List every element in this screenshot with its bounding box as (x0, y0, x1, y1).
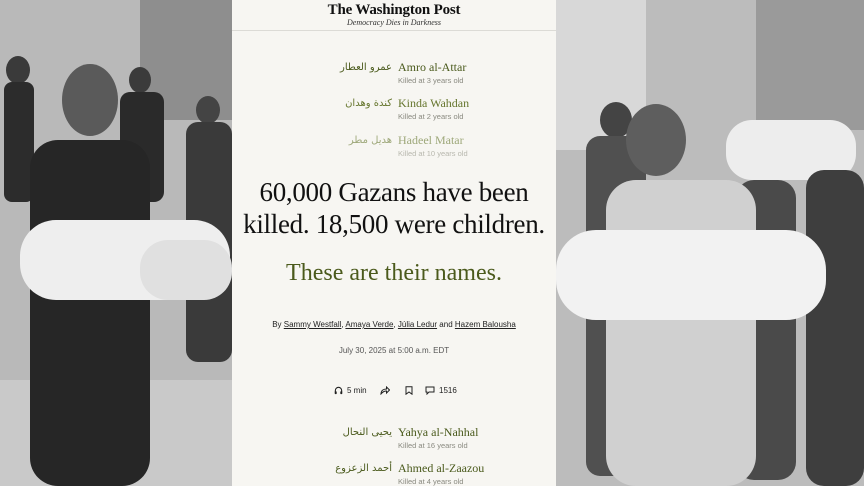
listen-button[interactable] (334, 386, 367, 395)
name-english: Hadeel Matar (398, 133, 464, 147)
name-arabic: أحمد الزعزوع (335, 463, 392, 474)
name-english: Kinda Wahdan (398, 96, 470, 110)
comments-count: 1516 (439, 386, 457, 395)
share-button[interactable] (380, 386, 390, 395)
share-icon (380, 386, 390, 395)
article-panel (232, 0, 556, 486)
author-link[interactable]: Júlia Ledur (397, 320, 438, 329)
listen-duration: 5 min (347, 386, 367, 395)
right-photo-illustration (556, 0, 864, 486)
list-item (232, 96, 556, 126)
headphones-icon (334, 386, 343, 395)
bookmark-icon (405, 386, 413, 395)
tagline: Democracy Dies in Darkness (347, 18, 441, 27)
byline-conjunction: and (439, 320, 453, 329)
author-link[interactable]: Amaya Verde (345, 320, 394, 329)
left-photo (0, 0, 232, 486)
list-item (232, 425, 556, 455)
list-item (232, 133, 556, 163)
comments-button[interactable] (425, 386, 457, 395)
name-age: Killed at 10 years old (398, 149, 468, 158)
save-button[interactable] (405, 386, 413, 395)
byline-separator: , (341, 320, 344, 329)
name-age: Killed at 2 years old (398, 112, 464, 121)
author-link[interactable]: Sammy Westfall (283, 320, 342, 329)
byline-separator: , (393, 320, 396, 329)
byline-prefix: By (272, 320, 282, 329)
name-english: Ahmed al-Zaazou (398, 461, 485, 475)
name-arabic: عمرو العطار (339, 62, 392, 73)
article-toolbar (232, 386, 556, 400)
list-item (232, 60, 556, 90)
name-age: Killed at 16 years old (398, 441, 468, 450)
left-photo-illustration (0, 0, 232, 486)
page-title (232, 176, 556, 240)
list-item (232, 461, 556, 486)
name-arabic: كندة وهدان (345, 98, 392, 109)
name-arabic: يحيى النحال (342, 427, 392, 438)
washington-post-logo[interactable]: The Washington Post (327, 2, 461, 18)
publish-date: July 30, 2025 at 5:00 a.m. EDT (338, 346, 450, 355)
name-age: Killed at 3 years old (398, 76, 464, 85)
masthead (232, 0, 556, 27)
name-english: Yahya al-Nahhal (398, 425, 479, 439)
name-english: Amro al-Attar (398, 60, 467, 74)
author-link[interactable]: Hazem Balousha (454, 320, 516, 329)
headline-line-1: 60,000 Gazans have been (259, 177, 529, 207)
headline-line-2: killed. 18,500 were children. (243, 209, 545, 239)
comment-icon (425, 386, 435, 395)
right-photo (556, 0, 864, 486)
subheadline: These are their names. (286, 260, 502, 286)
byline (232, 320, 556, 329)
masthead-divider (232, 30, 556, 31)
name-arabic: هديل مطر (348, 135, 392, 146)
name-age: Killed at 4 years old (398, 477, 464, 486)
